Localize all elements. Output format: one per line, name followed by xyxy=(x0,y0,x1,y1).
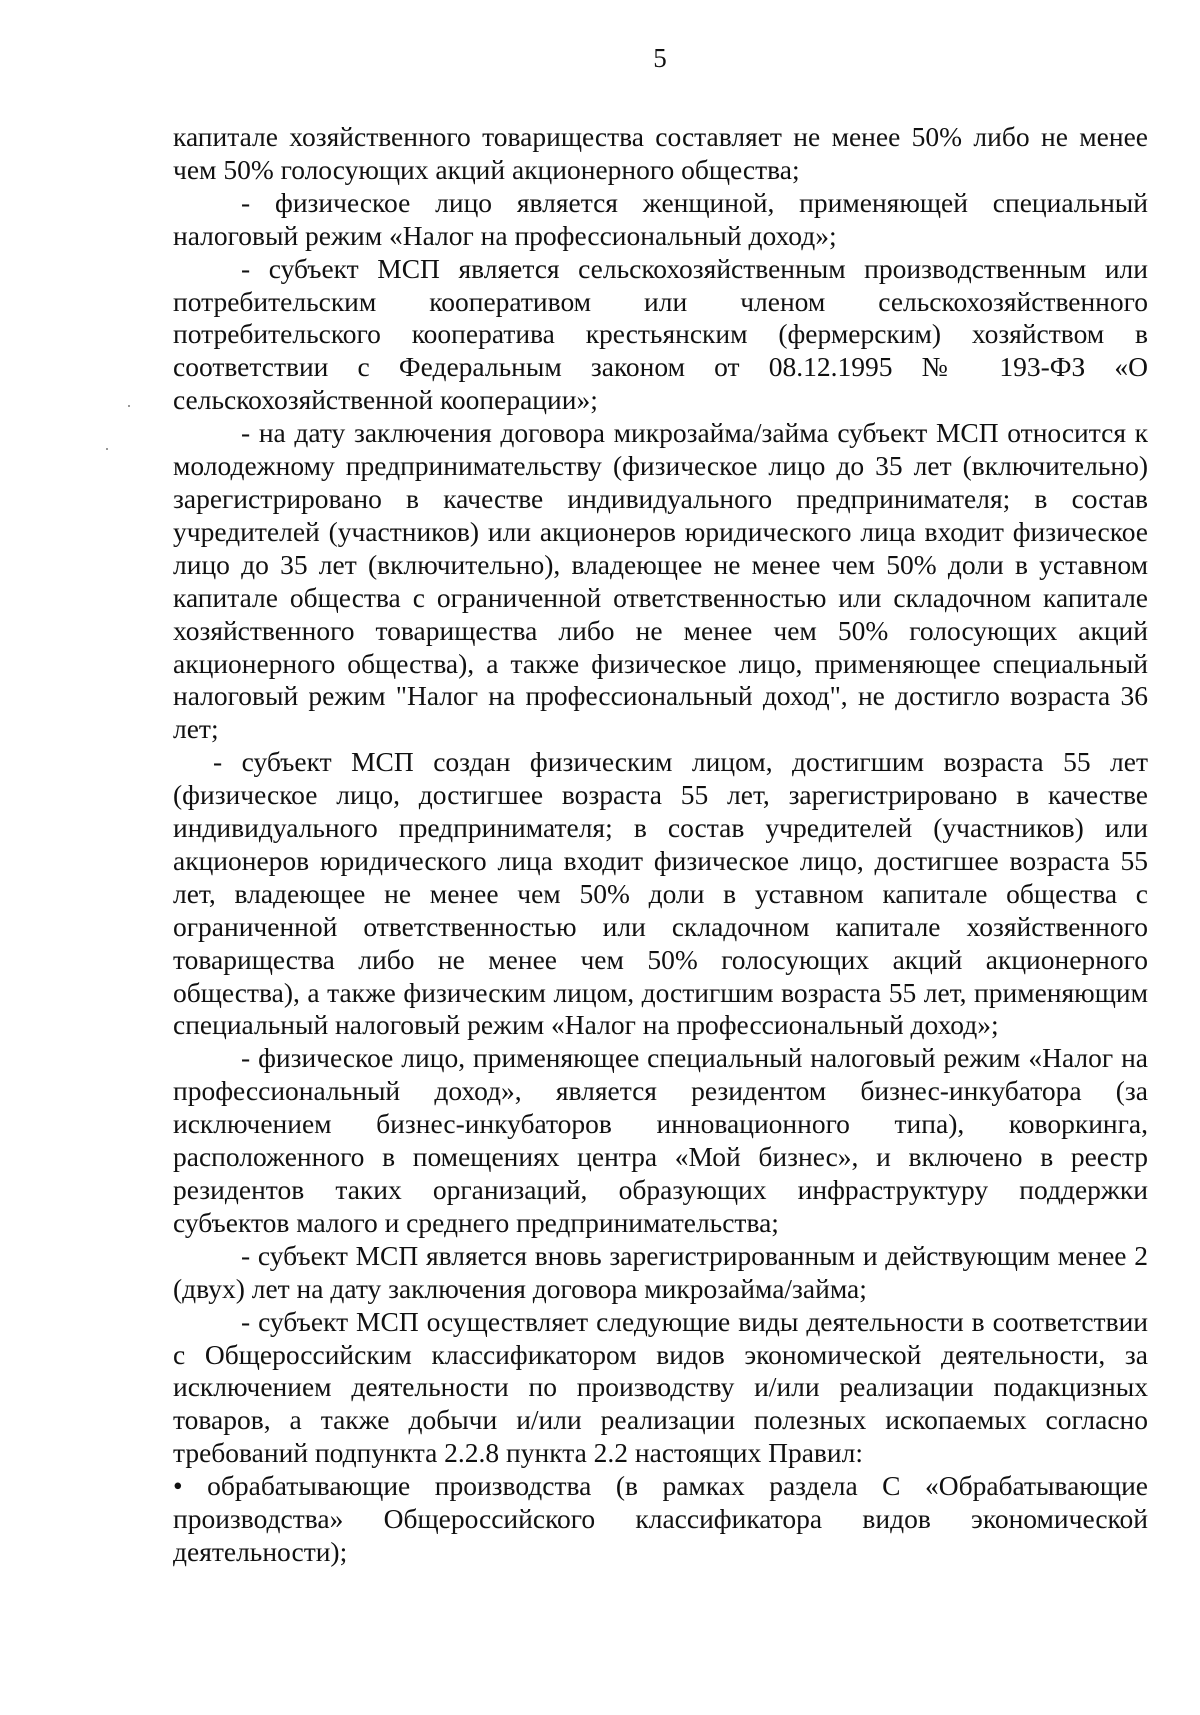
paragraph-youth-entrepreneurship: - на дату заключения договора микрозайма/займа субъект МСП относится к молодежному предпринимательству (физическое лицо до 35 лет (включительно) зарегистрировано в качестве индивидуального предпринимателя; в состав учредителей (участников) или акционеров юридического лица входит физическое лицо до 35 лет (включительно), владеющее не менее чем 50% доли в уставном капитале общества с ограниченной ответственностью или складочном капитале хозяйственного товарищества либо не менее чем 50% голосующих акций акционерного общества), а также физическое лицо, применяющее специальный налоговый режим "Налог на профессиональный доход", не достигло возраста 36 лет; xyxy=(173,417,1148,745)
paragraph-age-55: - субъект МСП создан физическим лицом, достигшим возраста 55 лет (физическое лицо, достигшее возраста 55 лет, зарегистрировано в качестве индивидуального предпринимателя; в состав учредителей (участников) или акционеров юридического лица входит физическое лицо, достигшее возраста 55 лет, владеющее не менее чем 50% доли в уставном капитале общества с ограниченной ответственностью или складочном капитале хозяйственного товарищества либо не менее чем 50% голосующих акций акционерного общества), а также физическим лицом, достигшим возраста 55 лет, применяющим специальный налоговый режим «Налог на профессиональный доход»; xyxy=(173,746,1148,1041)
paragraph-activity-types: - субъект МСП осуществляет следующие виды деятельности в соответствии с Общероссийским классификатором видов экономической деятельности, за исключением деятельности по производству и/или реализации подакцизных товаров, а также добычи и/или реализации полезных ископаемых согласно требований подпункта 2.2.8 пункта 2.2 настоящих Правил: xyxy=(173,1305,1148,1469)
paragraph-agricultural-cooperative: - субъект МСП является сельскохозяйственным производственным или потребительским кооперативом или членом сельскохозяйственного потребительского кооператива крестьянским (фермерским) хозяйством в соответствии с Федеральным законом от 08.12.1995 № 193-ФЗ «О сельскохозяйственной кооперации»; xyxy=(173,252,1148,416)
page-number: 5 xyxy=(653,43,667,73)
paragraph-newly-registered: - субъект МСП является вновь зарегистрированным и действующим менее 2 (двух) лет на дату заключения договора микрозайма/займа; xyxy=(173,1239,1148,1304)
scan-speck xyxy=(106,448,108,450)
paragraph-continuation: капитале хозяйственного товарищества составляет не менее 50% либо не менее чем 50% голосующих акций акционерного общества; xyxy=(173,121,1148,185)
document-body xyxy=(173,121,1148,1569)
paragraph-women-self-employed: - физическое лицо является женщиной, применяющей специальный налоговый режим «Налог на профессиональный доход»; xyxy=(173,186,1148,251)
scan-speck xyxy=(128,405,130,407)
paragraph-business-incubator-resident: - физическое лицо, применяющее специальный налоговый режим «Налог на профессиональный доход», является резидентом бизнес-инкубатора (за исключением бизнес-инкубаторов инновационного типа), коворкинга, расположенного в помещениях центра «Мой бизнес», и включено в реестр резидентов таких организаций, образующих инфраструктуру поддержки субъектов малого и среднего предпринимательства; xyxy=(173,1042,1148,1238)
bullet-manufacturing: • обрабатывающие производства (в рамках раздела С «Обрабатывающие производства» Общероссийского классификатора видов экономической деятельности); xyxy=(173,1470,1148,1567)
